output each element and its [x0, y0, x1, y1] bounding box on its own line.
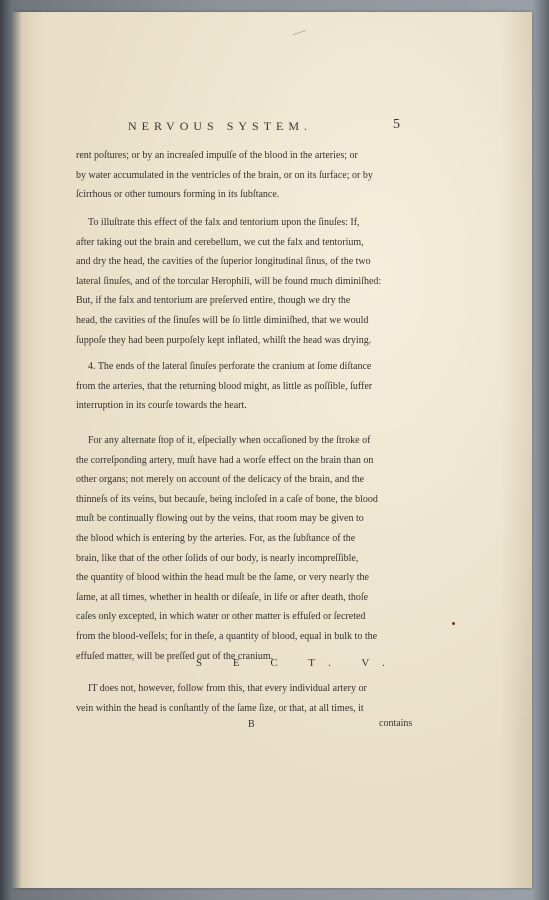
- text-line: ſame, at all times, whether in health or diſeaſe, in life or after death, thoſe: [76, 591, 369, 603]
- text-line: But, if the falx and tentorium are preſerved entire, though we dry the: [76, 295, 351, 307]
- text-line: the quantity of blood within the head muſt be the ſame, or very nearly the: [76, 572, 369, 584]
- text-line: 4. The ends of the lateral ſinuſes perforate the cranium at ſome diſtance: [88, 361, 372, 372]
- text-line: thinneſs of its veins, but becauſe, being incloſed in a caſe of bone, the blood: [76, 493, 378, 505]
- paragraph-blood-flow: [76, 431, 406, 666]
- text-line: ſcirrhous or other tumours forming in its ſubſtance.: [76, 189, 280, 201]
- text-line: muſt be continually flowing out by the veins, that room may be given to: [76, 513, 364, 525]
- signature-mark: B: [248, 719, 255, 730]
- text-line: and dry the head, the cavities of the ſuperior longitudinal ſinus, of the two: [76, 256, 371, 268]
- text-line: caſes only excepted, in which water or other matter is effuſed or ſecreted: [76, 611, 366, 623]
- text-line: from the arteries, that the returning blood might, as little as poſſible, ſuffer: [76, 380, 373, 392]
- section-heading: S E C T. V.: [196, 657, 399, 669]
- text-line: from the blood-veſſels; for in theſe, a quantity of blood, equal in bulk to the: [76, 630, 378, 642]
- text-line: vein within the head is conſtantly of the ſame ſize, or that, at all times, it: [76, 702, 364, 714]
- running-title: NERVOUS SYSTEM.: [128, 119, 313, 133]
- ink-spot: [452, 622, 455, 625]
- page-edge-shadow: [532, 0, 549, 900]
- text-line: by water accumulated in the ventricles of the brain, or on its ſurface; or by: [76, 169, 373, 181]
- book-spine-shadow: [0, 0, 22, 900]
- text-line: brain, like that of the other ſolids of our body, is nearly incompreſſible,: [76, 552, 359, 564]
- text-line: ſuppoſe they had been purpoſely kept inflated, whilſt the head was drying.: [76, 334, 372, 346]
- text-line: lateral ſinuſes, and of the torcular Herophili, will be found much diminiſhed:: [76, 275, 382, 287]
- paragraph-section-five: [76, 679, 406, 718]
- text-line: To illuſtrate this effect of the falx and tentorium upon the ſinuſes: If,: [88, 217, 360, 228]
- text-line: rent poſtures; or by an increaſed impulſe of the blood in the arteries; or: [76, 150, 358, 161]
- text-line: the blood which is entering by the arteries. For, as the ſubſtance of the: [76, 532, 356, 544]
- paragraph-falx-tentorium: [76, 213, 406, 350]
- text-line: other organs; not merely on account of the delicacy of the brain, and the: [76, 474, 365, 486]
- text-line: IT does not, however, follow from this, that every individual artery or: [88, 683, 367, 694]
- catchword: contains: [379, 718, 413, 729]
- text-line: after taking out the brain and cerebellum, we cut the falx and tentorium,: [76, 236, 364, 248]
- text-line: effuſed matter, will be preſſed out of the cranium.: [76, 650, 274, 662]
- text-line: the correſponding artery, muſt have had a worſe effect on the brain than on: [76, 454, 374, 466]
- page-number: 5: [393, 117, 400, 132]
- text-line: For any alternate ſtop of it, eſpecially when occaſioned by the ſtroke of: [88, 435, 371, 446]
- paragraph-continued: [76, 146, 406, 205]
- text-line: interruption in its courſe towards the heart.: [76, 400, 247, 412]
- text-line: head, the cavities of the ſinuſes will be ſo little diminiſhed, that we would: [76, 314, 369, 326]
- paragraph-lateral-sinuses: [76, 357, 406, 416]
